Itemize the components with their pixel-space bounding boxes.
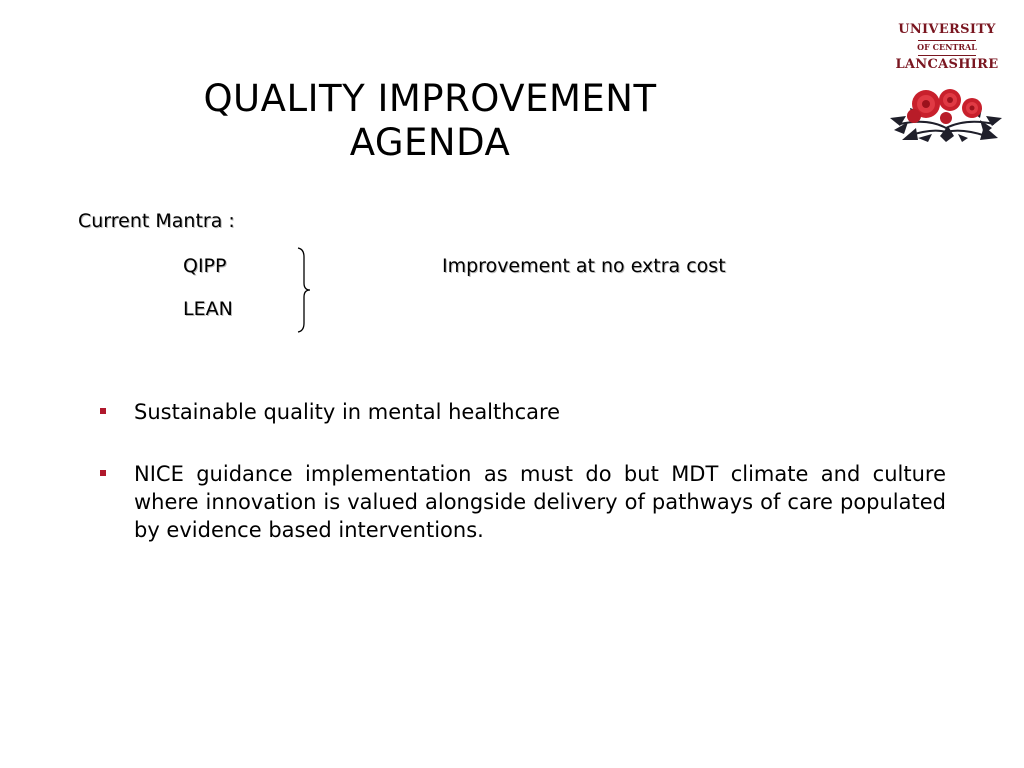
slide-title-line1: QUALITY IMPROVEMENT <box>203 76 657 120</box>
curly-brace-icon <box>292 245 316 335</box>
bullet-item <box>98 460 946 544</box>
roses-emblem-icon <box>888 78 1006 144</box>
square-bullet-icon <box>100 470 106 476</box>
square-bullet-icon <box>100 408 106 414</box>
mantra-item-lean: LEAN <box>183 298 233 320</box>
logo-rule-top <box>918 40 976 41</box>
logo-rule-bottom <box>918 55 976 56</box>
mantra-description: Improvement at no extra cost <box>442 255 726 277</box>
bullet-text: NICE guidance implementation as must do but MDT climate and culture where innovation is valued alongside delivery of pathways of care populated by evidence based interventions. <box>134 462 946 542</box>
logo-text-line3: LANCASHIRE <box>895 57 999 72</box>
logo-text-line2: OF CENTRAL <box>917 42 977 52</box>
slide-title <box>130 77 730 165</box>
mantra-label: Current Mantra : <box>78 210 235 232</box>
logo-text-line1: UNIVERSITY <box>898 22 996 37</box>
slide-title-line2: AGENDA <box>349 120 511 164</box>
mantra-item-qipp: QIPP <box>183 255 227 277</box>
bullet-text: Sustainable quality in mental healthcare <box>134 400 561 424</box>
university-logo <box>888 20 1006 146</box>
bullet-item <box>98 398 946 426</box>
bullet-list <box>98 398 946 578</box>
